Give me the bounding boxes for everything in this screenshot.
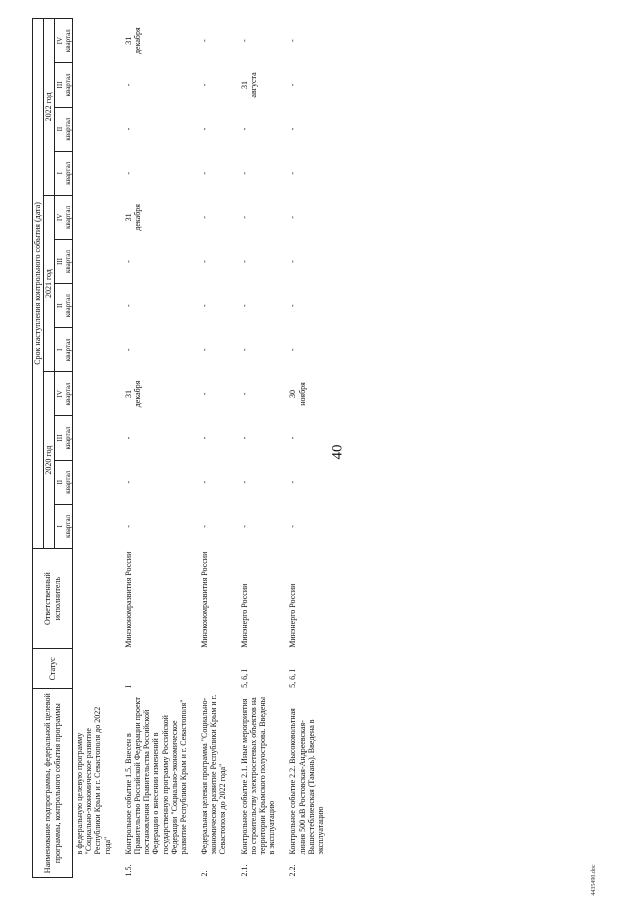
deadline-day: - bbox=[239, 525, 249, 528]
header-name: Наименование подпрограммы, федеральной целевой программы, контрольного события программы bbox=[33, 689, 73, 878]
quarter-header-cell bbox=[55, 504, 73, 548]
control-events-table bbox=[32, 18, 335, 878]
deadline-day: - bbox=[288, 83, 298, 87]
deadline-day: - bbox=[123, 348, 133, 352]
deadline-cell bbox=[286, 151, 335, 195]
quarter-header-cell bbox=[55, 328, 73, 372]
quarter-word: квартал bbox=[64, 161, 72, 185]
row-executor: Минэнерго России bbox=[288, 583, 298, 648]
deadline-day: - bbox=[239, 171, 249, 175]
row-name: в федеральную целевую программу "Социально-экономическое развитие Республики Крым и г. Севастополя до 2022 года" bbox=[75, 706, 112, 855]
deadline-cell bbox=[238, 328, 287, 372]
deadline-cell bbox=[73, 239, 122, 283]
header-status: Статус bbox=[33, 649, 73, 689]
table-row bbox=[286, 19, 335, 878]
quarter-word: квартал bbox=[64, 29, 72, 53]
row-status: I bbox=[123, 685, 133, 688]
deadline-cell bbox=[122, 504, 198, 548]
deadline-cell bbox=[198, 328, 238, 372]
quarter-word: квартал bbox=[64, 514, 72, 538]
deadline-cell bbox=[238, 372, 287, 416]
deadline-cell bbox=[198, 504, 238, 548]
deadline-cell bbox=[198, 195, 238, 239]
header-deadline: Срок наступления контрольного события (дата) bbox=[33, 19, 44, 549]
deadline-cell bbox=[122, 63, 198, 107]
deadline-day: - bbox=[288, 525, 298, 528]
deadline-cell bbox=[73, 460, 122, 504]
deadline-cell bbox=[238, 284, 287, 328]
quarter-header-cell bbox=[55, 63, 73, 107]
quarter-word: квартал bbox=[64, 250, 72, 273]
deadline-cell bbox=[73, 19, 122, 63]
header-year-2021: 2021 год bbox=[44, 195, 55, 372]
deadline-cell bbox=[286, 328, 335, 372]
deadline-cell bbox=[286, 107, 335, 151]
deadline-cell bbox=[238, 460, 287, 504]
deadline-cell bbox=[122, 151, 198, 195]
deadline-cell bbox=[73, 63, 122, 107]
deadline-cell bbox=[238, 416, 287, 460]
row-executor: Минэнерго России bbox=[239, 583, 249, 648]
deadline-cell bbox=[73, 195, 122, 239]
deadline-cell bbox=[122, 239, 198, 283]
deadline-day: - bbox=[239, 260, 249, 263]
quarter-header-cell bbox=[55, 372, 73, 416]
deadline-day: - bbox=[200, 171, 210, 175]
deadline-day: - bbox=[123, 83, 133, 87]
deadline-day: - bbox=[123, 436, 133, 440]
quarter-roman: III bbox=[56, 258, 64, 266]
quarter-word: квартал bbox=[64, 294, 72, 318]
quarter-header-cell bbox=[55, 151, 73, 195]
deadline-cell bbox=[238, 504, 287, 548]
quarter-roman: IV bbox=[56, 390, 64, 398]
deadline-day: - bbox=[288, 127, 298, 131]
deadline-cell bbox=[198, 284, 238, 328]
deadline-cell bbox=[286, 416, 335, 460]
deadline-cell bbox=[286, 372, 335, 416]
header-year-2022: 2022 год bbox=[44, 19, 55, 196]
quarter-word: квартал bbox=[64, 117, 72, 141]
deadline-day: - bbox=[200, 436, 210, 440]
row-status bbox=[198, 649, 238, 689]
deadline-cell bbox=[198, 151, 238, 195]
quarter-roman: II bbox=[56, 303, 64, 308]
deadline-cell bbox=[286, 19, 335, 63]
deadline-day: - bbox=[239, 348, 249, 352]
deadline-cell bbox=[198, 460, 238, 504]
deadline-day: - bbox=[200, 392, 210, 396]
deadline-cell bbox=[238, 151, 287, 195]
row-name: Федеральная целевая программа "Социально-экономическое развитие Республики Крым и г. Севастополя до 2022 года" bbox=[200, 694, 228, 855]
deadline-day: - bbox=[200, 39, 210, 43]
deadline-month: декабря bbox=[132, 27, 142, 55]
quarter-roman: III bbox=[56, 434, 64, 442]
deadline-month: декабря bbox=[132, 204, 142, 231]
deadline-cell bbox=[122, 416, 198, 460]
deadline-day: 30 bbox=[288, 389, 298, 398]
table-body bbox=[73, 19, 336, 878]
deadline-cell bbox=[122, 284, 198, 328]
deadline-cell bbox=[286, 460, 335, 504]
header-year-2020: 2020 год bbox=[44, 372, 55, 549]
row-status: 5, 6, I bbox=[239, 669, 249, 688]
deadline-cell bbox=[238, 107, 287, 151]
page-number: 40 bbox=[329, 444, 346, 460]
deadline-month: декабря bbox=[132, 380, 142, 408]
deadline-day: - bbox=[200, 260, 210, 263]
deadline-cell bbox=[122, 107, 198, 151]
deadline-day: - bbox=[288, 304, 298, 307]
quarter-word: квартал bbox=[64, 205, 72, 229]
quarter-roman: III bbox=[56, 81, 64, 89]
deadline-day: - bbox=[200, 525, 210, 528]
quarter-roman: I bbox=[56, 172, 64, 175]
row-status bbox=[73, 649, 122, 689]
row-name: Контрольное событие 1.5. Внесен в Правительство Российской Федерации проект постановления Правительства Российской Федерации о внесении изменений в государственную программу Российской Федерации "Социально-экономическое развитие Республики Крым и г. Севастополя" bbox=[123, 697, 188, 855]
deadline-month: августа bbox=[248, 72, 258, 98]
deadline-day: - bbox=[239, 216, 249, 219]
deadline-day: - bbox=[239, 39, 249, 43]
deadline-day: - bbox=[123, 525, 133, 528]
deadline-day: - bbox=[288, 480, 298, 484]
quarter-header-cell bbox=[55, 460, 73, 504]
deadline-cell bbox=[286, 195, 335, 239]
table-row bbox=[122, 19, 198, 878]
table-row bbox=[238, 19, 287, 878]
row-name: Контрольное событие 2.1. Иные мероприятия по строительству электросетевых объектов на территории Крымского полуострова. Введены в эксплуатацию bbox=[239, 696, 277, 855]
deadline-cell bbox=[73, 372, 122, 416]
deadline-day: - bbox=[123, 260, 133, 263]
deadline-day: - bbox=[288, 216, 298, 219]
quarter-roman: II bbox=[56, 126, 64, 132]
row-status: 5, 6, I bbox=[288, 669, 298, 688]
row-executor: Минэкономразвития России bbox=[200, 551, 210, 648]
deadline-day: 31 bbox=[123, 389, 133, 398]
deadline-day: - bbox=[200, 127, 210, 131]
deadline-day: - bbox=[239, 392, 249, 396]
deadline-day: - bbox=[123, 127, 133, 131]
deadline-cell bbox=[73, 284, 122, 328]
deadline-cell bbox=[73, 328, 122, 372]
deadline-month: ноября bbox=[297, 382, 307, 406]
deadline-cell bbox=[286, 239, 335, 283]
quarter-header-cell bbox=[55, 107, 73, 151]
row-number: 2.1. bbox=[239, 864, 249, 877]
deadline-cell bbox=[73, 504, 122, 548]
quarter-roman: I bbox=[56, 348, 64, 351]
deadline-day: - bbox=[200, 83, 210, 87]
quarter-word: квартал bbox=[64, 338, 72, 362]
deadline-cell bbox=[122, 195, 198, 239]
deadline-cell bbox=[73, 107, 122, 151]
deadline-day: - bbox=[123, 480, 133, 484]
quarter-word: квартал bbox=[64, 73, 72, 97]
document-code: 4435490.doc bbox=[591, 864, 597, 896]
deadline-cell bbox=[198, 372, 238, 416]
deadline-cell bbox=[122, 328, 198, 372]
quarter-word: квартал bbox=[64, 426, 72, 450]
row-executor: Минэкономразвития России bbox=[123, 551, 133, 648]
deadline-day: - bbox=[288, 260, 298, 263]
quarter-roman: II bbox=[56, 479, 64, 485]
deadline-cell bbox=[198, 63, 238, 107]
deadline-day: - bbox=[200, 216, 210, 219]
deadline-day: 31 bbox=[123, 213, 133, 222]
quarter-header-cell bbox=[55, 416, 73, 460]
deadline-day: - bbox=[288, 171, 298, 175]
deadline-cell bbox=[238, 195, 287, 239]
deadline-day: 31 bbox=[123, 36, 133, 45]
deadline-day: - bbox=[239, 480, 249, 484]
quarter-word: квартал bbox=[64, 382, 72, 406]
deadline-cell bbox=[286, 284, 335, 328]
deadline-day: - bbox=[239, 304, 249, 307]
deadline-day: - bbox=[123, 171, 133, 175]
quarter-header-cell bbox=[55, 19, 73, 63]
row-number: 1.5. bbox=[123, 864, 133, 877]
deadline-day: 31 bbox=[239, 80, 249, 89]
deadline-cell bbox=[73, 416, 122, 460]
quarter-roman: I bbox=[56, 525, 64, 528]
deadline-cell bbox=[198, 19, 238, 63]
deadline-cell bbox=[122, 19, 198, 63]
row-number: 2. bbox=[200, 870, 210, 877]
deadline-day: - bbox=[288, 348, 298, 352]
quarter-header-cell bbox=[55, 195, 73, 239]
deadline-cell bbox=[286, 504, 335, 548]
deadline-cell bbox=[198, 107, 238, 151]
deadline-cell bbox=[238, 63, 287, 107]
deadline-day: - bbox=[200, 304, 210, 307]
deadline-day: - bbox=[200, 348, 210, 352]
row-number: 2.2. bbox=[288, 864, 298, 877]
deadline-day: - bbox=[288, 436, 298, 440]
header-executor: Ответственный исполнитель bbox=[33, 548, 73, 648]
deadline-cell bbox=[198, 416, 238, 460]
table-row bbox=[73, 19, 122, 878]
quarter-header-cell bbox=[55, 239, 73, 283]
deadline-cell bbox=[238, 239, 287, 283]
row-executor bbox=[73, 548, 122, 648]
deadline-day: - bbox=[239, 436, 249, 440]
quarter-roman: IV bbox=[56, 213, 64, 222]
deadline-cell bbox=[122, 460, 198, 504]
row-name: Контрольное событие 2.2. Высоковольтная линия 500 кВ Ростовская-Андреевская-Вышестеблиевская (Тамань). Введена в эксплуатацию bbox=[288, 708, 325, 855]
deadline-day: - bbox=[288, 39, 298, 43]
deadline-day: - bbox=[200, 480, 210, 484]
quarter-header-cell bbox=[55, 284, 73, 328]
deadline-cell bbox=[73, 151, 122, 195]
row-number bbox=[73, 855, 122, 877]
deadline-day: - bbox=[239, 127, 249, 131]
deadline-day: - bbox=[123, 304, 133, 307]
table-row bbox=[198, 19, 238, 878]
deadline-cell bbox=[198, 239, 238, 283]
deadline-cell bbox=[286, 63, 335, 107]
deadline-cell bbox=[238, 19, 287, 63]
deadline-cell bbox=[122, 372, 198, 416]
quarter-word: квартал bbox=[64, 470, 72, 494]
quarter-roman: IV bbox=[56, 37, 64, 45]
